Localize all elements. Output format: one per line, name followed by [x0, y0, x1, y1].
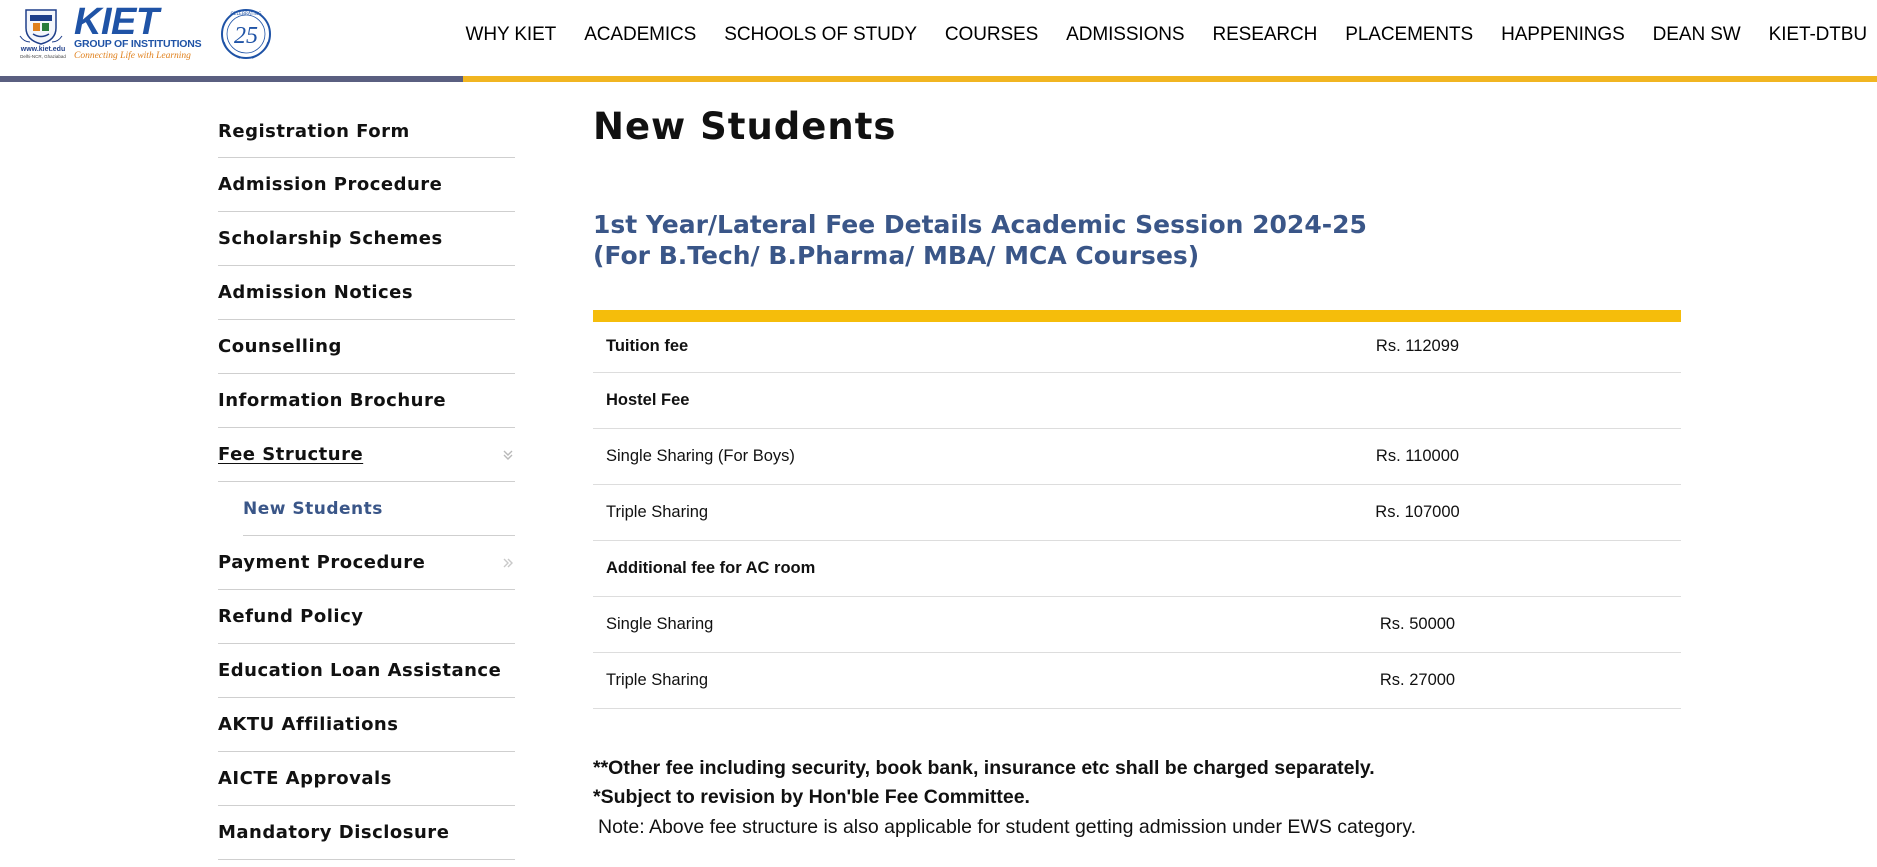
anniversary-number: 25 [234, 23, 258, 49]
anniversary-badge-icon [216, 6, 276, 62]
fee-amount: Rs. 112099 [1375, 337, 1460, 356]
sidebar-item-fee-structure[interactable] [218, 428, 515, 482]
nav-why-kiet[interactable]: WHY KIET [465, 24, 557, 45]
fee-table [593, 310, 1681, 709]
sidebar-nav [218, 105, 515, 860]
crest-icon [18, 6, 64, 62]
note-subject-to-revision: *Subject to revision by Hon'ble Fee Committee. [593, 785, 1030, 808]
sidebar-item-label: Payment Procedure [218, 552, 426, 573]
sidebar-item-registration-form[interactable] [218, 105, 515, 158]
sidebar-item-label: Mandatory Disclosure [218, 822, 450, 843]
double-chevron-down-icon[interactable] [501, 448, 515, 462]
sidebar-item-scholarship-schemes[interactable] [218, 212, 515, 266]
table-row [593, 316, 1681, 372]
header-divider-left [0, 76, 463, 82]
table-row [593, 372, 1681, 428]
sidebar-item-admission-procedure[interactable] [218, 158, 515, 212]
sidebar-item-label: Scholarship Schemes [218, 228, 443, 249]
nav-happenings[interactable]: HAPPENINGS [1501, 24, 1625, 45]
sidebar-item-education-loan-assistance[interactable] [218, 644, 515, 698]
brand-group-name: GROUP OF INSTITUTIONS [74, 38, 202, 50]
fee-heading-line1: 1st Year/Lateral Fee Details Academic Session 2024-25 [593, 210, 1367, 239]
page-title: New Students [593, 105, 897, 148]
fee-notes [593, 754, 1683, 842]
fee-label: Additional fee for AC room [606, 558, 816, 577]
note-other-fee: **Other fee including security, book bank, insurance etc shall be charged separately. [593, 756, 1375, 779]
table-row [593, 428, 1681, 484]
sidebar-item-mandatory-disclosure[interactable] [218, 806, 515, 860]
nav-research[interactable]: RESEARCH [1212, 24, 1318, 45]
sidebar-item-label: Education Loan Assistance [218, 660, 502, 681]
fee-label: Hostel Fee [606, 390, 690, 409]
brand-wordmark [74, 1, 208, 62]
double-chevron-right-icon[interactable] [501, 556, 515, 570]
sidebar-item-information-brochure[interactable] [218, 374, 515, 428]
main-content [593, 105, 1683, 842]
nav-dean-sw[interactable]: DEAN SW [1652, 24, 1741, 45]
sidebar-item-aktu-affiliations[interactable] [218, 698, 515, 752]
fee-amount [1281, 372, 1681, 428]
sidebar-item-aicte-approvals[interactable] [218, 752, 515, 806]
sidebar-item-label: AICTE Approvals [218, 768, 392, 789]
sidebar-item-label: Counselling [218, 336, 342, 357]
fee-label: Triple Sharing [606, 502, 709, 521]
sidebar-item-label: Fee Structure [218, 444, 364, 465]
table-row [593, 596, 1681, 652]
sidebar-item-label: Information Brochure [218, 390, 447, 411]
nav-schools-of-study[interactable]: SCHOOLS OF STUDY [724, 24, 917, 45]
nav-placements[interactable]: PLACEMENTS [1345, 24, 1474, 45]
sidebar-item-admission-notices[interactable] [218, 266, 515, 320]
site-header [0, 0, 1877, 82]
sidebar-subitem-new-students[interactable] [243, 482, 515, 536]
sidebar-item-label: Refund Policy [218, 606, 364, 627]
sidebar-item-label: Admission Procedure [218, 174, 443, 195]
fee-amount: Rs. 110000 [1375, 446, 1460, 465]
brand-tagline: Connecting Life with Learning [74, 51, 191, 61]
brand-name: KIET [74, 1, 159, 43]
nav-kiet-dtbu[interactable]: KIET-DTBU [1768, 24, 1867, 45]
fee-amount: Rs. 50000 [1379, 614, 1456, 633]
fee-amount [1281, 540, 1681, 596]
table-row [593, 652, 1681, 708]
fee-heading-line2: (For B.Tech/ B.Pharma/ MBA/ MCA Courses) [593, 241, 1200, 270]
crest-url: www.kiet.edu [20, 46, 66, 53]
fee-amount: Rs. 107000 [1375, 502, 1460, 521]
nav-academics[interactable]: ACADEMICS [584, 24, 697, 45]
sidebar-item-label: AKTU Affiliations [218, 714, 399, 735]
note-ews: Note: Above fee structure is also applicable for student getting admission under EWS category. [598, 815, 1417, 838]
sidebar-item-counselling[interactable] [218, 320, 515, 374]
fee-label: Tuition fee [606, 337, 689, 356]
header-divider [0, 76, 1877, 82]
nav-admissions[interactable]: ADMISSIONS [1066, 24, 1185, 45]
fee-label: Single Sharing [606, 614, 714, 633]
nav-courses[interactable]: COURSES [944, 24, 1039, 45]
fee-label: Triple Sharing [606, 670, 709, 689]
fee-amount: Rs. 27000 [1379, 670, 1456, 689]
anniversary-text: CELEBRATING [230, 12, 262, 17]
main-nav [465, 24, 1867, 46]
table-row [593, 540, 1681, 596]
header-divider-right [463, 76, 1877, 82]
sidebar-item-label: Registration Form [218, 120, 410, 142]
sidebar-item-payment-procedure[interactable] [218, 536, 515, 590]
table-row [593, 484, 1681, 540]
sidebar-subitem-label: New Students [243, 498, 383, 519]
site-logo[interactable] [18, 1, 276, 62]
sidebar-item-refund-policy[interactable] [218, 590, 515, 644]
fee-label: Single Sharing (For Boys) [606, 446, 795, 465]
sidebar-item-label: Admission Notices [218, 282, 414, 303]
fee-heading [593, 209, 1683, 271]
crest-subtitle: Delhi-NCR, Ghaziabad [20, 54, 66, 59]
